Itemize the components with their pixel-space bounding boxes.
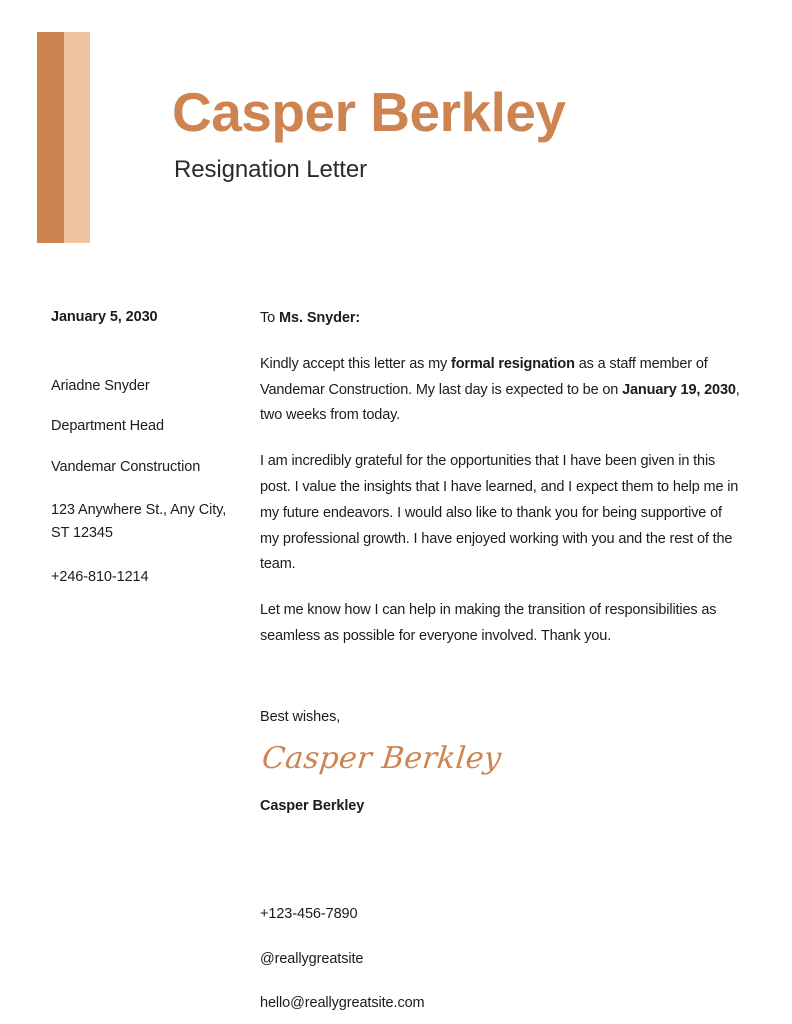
accent-bar-light-stripe bbox=[64, 32, 90, 243]
recipient-role: Department Head bbox=[51, 418, 164, 435]
footer-contact-block bbox=[260, 904, 744, 1013]
paragraph1-part3: , two weeks from today. bbox=[260, 381, 740, 424]
paragraph1-part1: Kindly accept this letter as my bbox=[260, 355, 452, 372]
letter-header bbox=[172, 81, 772, 185]
recipient-block bbox=[51, 377, 241, 587]
paragraph1-emphasis-resignation: formal resignation bbox=[451, 355, 575, 372]
contact-phone: +123-456-7890 bbox=[260, 906, 358, 923]
signature-script: Casper Berkley bbox=[260, 741, 504, 777]
body-paragraph-2: I am incredibly grateful for the opportunities that I have been given in this post. I value the insights that I have learned, and I expect them to help me in my future endeavors. I would also like to thank you for being supportive of my professional growth. I have enjoyed working with you and the rest of the team. bbox=[260, 453, 739, 573]
letter-body-column bbox=[260, 308, 744, 1013]
recipient-phone: +246-810-1214 bbox=[51, 568, 149, 585]
salutation bbox=[260, 308, 744, 330]
closing-line: Best wishes, bbox=[260, 708, 341, 725]
paragraph1-part2: as a staff member of Vandemar Construction. My last day is expected to be on bbox=[260, 355, 708, 398]
recipient-name: Ariadne Snyder bbox=[51, 377, 150, 394]
recipient-address: 123 Anywhere St., Any City, ST 12345 bbox=[51, 501, 227, 542]
recipient-company: Vandemar Construction bbox=[51, 458, 201, 475]
document-subtitle: Resignation Letter bbox=[174, 155, 367, 183]
body-paragraph-3: Let me know how I can help in making the transition of responsibilities as seamless as possible for everyone involved. Thank you. bbox=[260, 602, 717, 644]
body-paragraph-1 bbox=[260, 352, 744, 429]
accent-bar-dark-stripe bbox=[37, 32, 64, 243]
page-title: Casper Berkley bbox=[172, 81, 566, 143]
signer-name: Casper Berkley bbox=[260, 797, 365, 814]
paragraph1-emphasis-date: January 19, 2030 bbox=[622, 381, 736, 398]
salutation-prefix: To bbox=[260, 310, 280, 326]
header-accent-bar bbox=[37, 32, 90, 243]
letter-meta-column bbox=[51, 308, 241, 587]
contact-email: hello@reallygreatsite.com bbox=[260, 994, 425, 1011]
letter-date: January 5, 2030 bbox=[51, 309, 158, 325]
salutation-recipient: Ms. Snyder: bbox=[279, 310, 361, 326]
contact-social-handle: @reallygreatsite bbox=[260, 950, 364, 967]
